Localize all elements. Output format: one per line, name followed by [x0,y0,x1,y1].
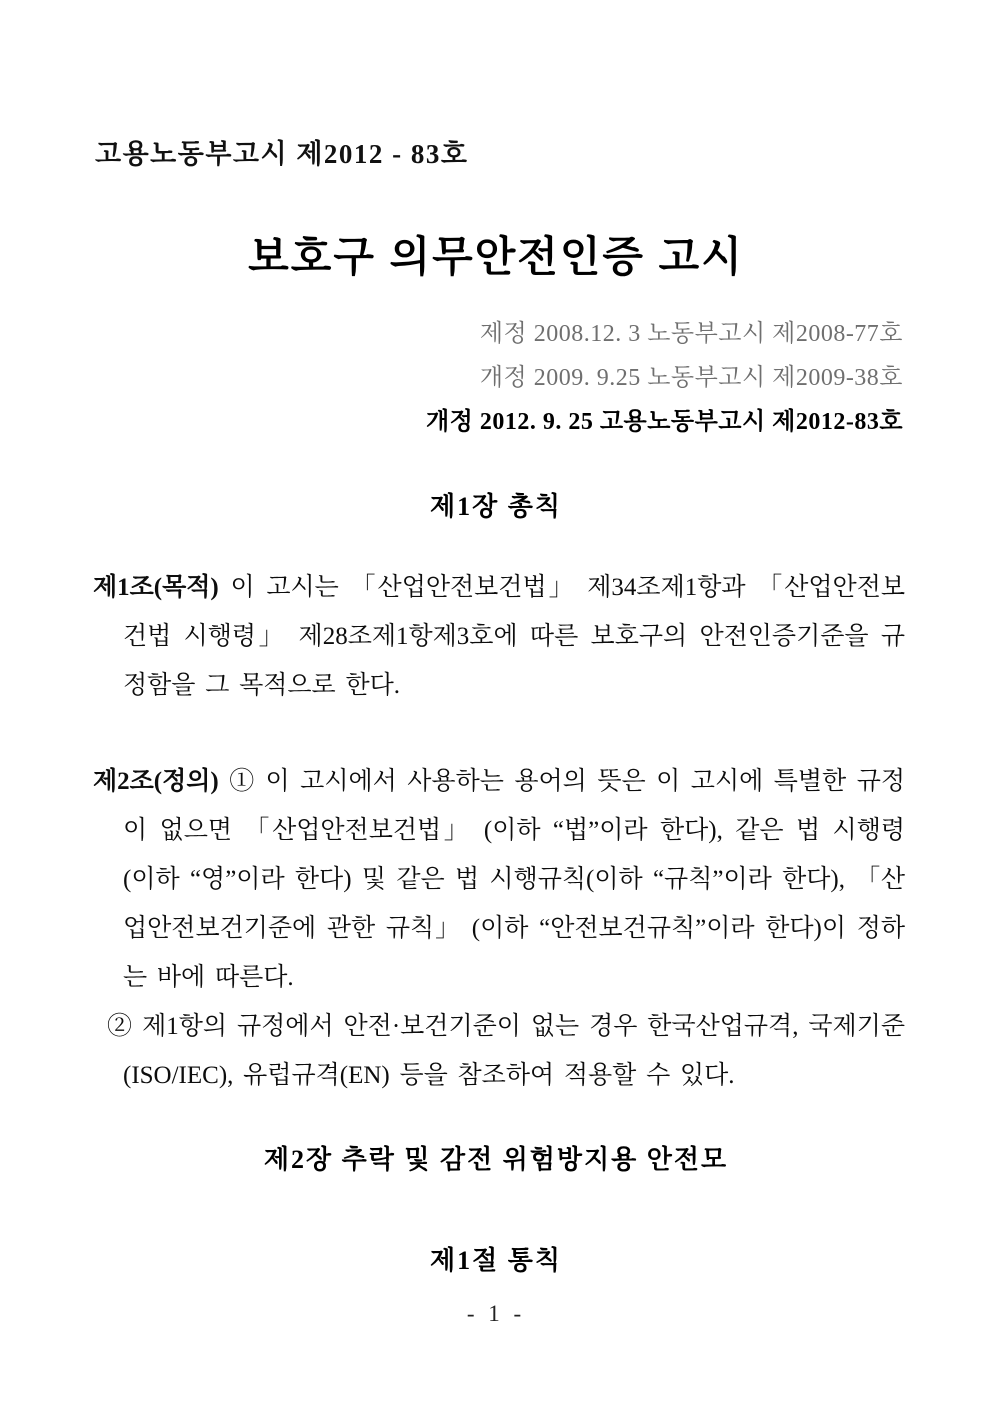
article-2-paragraph-1 [93,757,905,1002]
article-2-block [93,757,905,1100]
page-number: - 1 - [466,1301,526,1326]
article-2-clause-2-text: ② 제1항의 규정에서 안전·보건기준이 없는 경우 한국산업규격, 국제기준(ISO/IEC), 유럽규격(EN) 등을 참조하여 적용할 수 있다. [107,1013,905,1089]
document-title: 보호구 의무안전인증 고시 [248,233,744,280]
article-2-number: 제2조(정의) [93,768,219,795]
chapter-1-heading: 제1장 총칙 [430,492,562,521]
article-1-number: 제1조(목적) [93,574,219,601]
article-1-block [93,563,905,710]
revision-history [426,312,903,444]
section-1-heading: 제1절 통칙 [430,1246,562,1275]
article-2-clause-1-text: ① 이 고시에서 사용하는 용어의 뜻은 이 고시에 특별한 규정이 없으면 「산업안전보건법」 (이하 “법”이라 한다), 같은 법 시행령(이하 “영”이라 한다) 및 같은 법 시행규칙(이하 “규칙”이라 한다), 「산업안전보건기준에 관한 규칙」 (이하 “안전보건규칙”이라 한다)이 정하는 바에 따른다. [123,768,905,991]
revision-line-amended-2012: 개정 2012. 9. 25 고용노동부고시 제2012-83호 [425,409,903,435]
chapter-2-heading: 제2장 추락 및 감전 위험방지용 안전모 [263,1145,729,1174]
doc-number: 고용노동부고시 제2012 - 83호 [95,139,469,169]
article-1-paragraph [93,563,905,710]
article-1-text: 이 고시는 「산업안전보건법」 제34조제1항과 「산업안전보건법 시행령」 제28조제1항제3호에 따른 보호구의 안전인증기준을 규정함을 그 목적으로 한다. [123,574,905,699]
revision-line-amended-2009: 개정 2009. 9.25 노동부고시 제2009-38호 [479,365,903,391]
revision-line-enacted: 제정 2008.12. 3 노동부고시 제2008-77호 [479,321,903,347]
